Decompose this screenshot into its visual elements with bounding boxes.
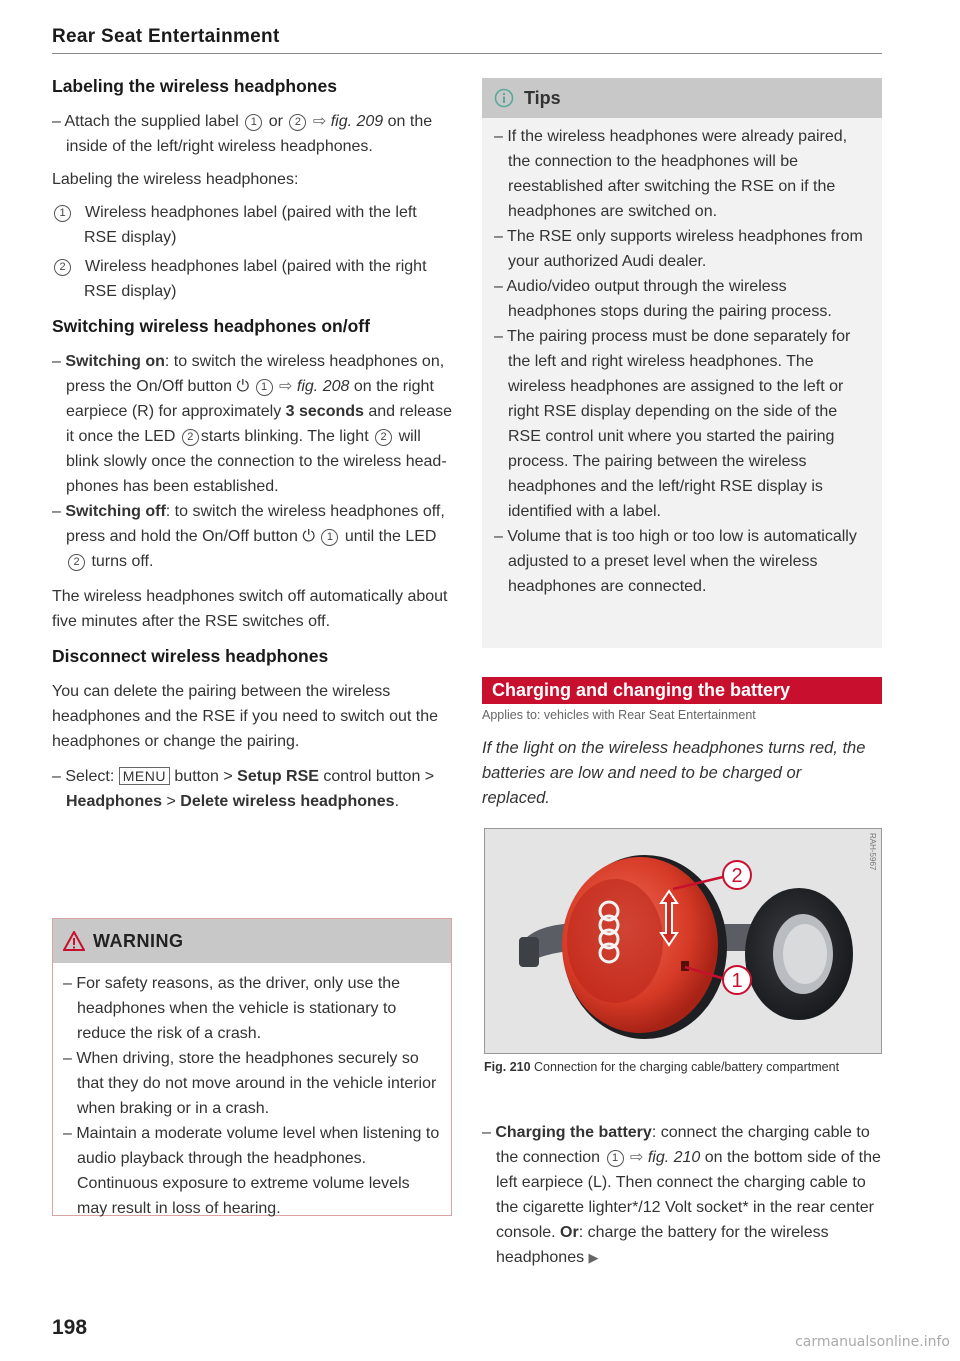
tips-header	[482, 78, 882, 118]
continue-arrow-icon: ▶	[588, 1250, 599, 1265]
arrow-icon: ⇨	[279, 378, 293, 395]
warning-item: – When driving, store the headphones securely so that they do not move around in the vehicle interior when braking or in a crash.	[63, 1050, 437, 1117]
header-title: Rear Seat Entertainment	[52, 26, 280, 47]
fig-reference[interactable]: fig. 210	[647, 1149, 701, 1166]
arrow-icon: ⇨	[312, 113, 327, 130]
header-rule	[52, 53, 882, 54]
figure-caption: Fig. 210 Connection for the charging cable/battery compartment	[484, 1060, 840, 1074]
fig-reference[interactable]: fig. 208	[296, 378, 350, 395]
auto-off-text: The wireless headphones switch off automatically about five minutes after the RSE switches off.	[52, 588, 448, 630]
watermark: carmanualsonline.info	[795, 1334, 950, 1350]
callout-1-marker	[723, 966, 751, 994]
callout-1-icon: 1	[54, 205, 71, 222]
arrow-icon: ⇨	[629, 1149, 644, 1166]
callout-2-icon: 2	[182, 429, 199, 446]
callout-1-icon: 1	[321, 529, 338, 546]
tips-title: Tips	[524, 87, 561, 108]
tip-item: – The RSE only supports wireless headphones from your authorized Audi dealer.	[494, 228, 863, 270]
label-item-1: 1 Wireless headphones label (paired with the left RSE display)	[52, 200, 452, 250]
callout-1-icon: 1	[607, 1150, 624, 1167]
warning-title: WARNING	[93, 930, 184, 951]
power-icon: ⏻	[302, 528, 315, 545]
disconnect-heading: Disconnect wireless headphones	[52, 646, 329, 666]
tip-item: – Volume that is too high or too low is automatically adjusted to a preset level when the wireless headphones are connected.	[494, 528, 857, 595]
warning-triangle-icon	[63, 931, 85, 951]
switching-heading: Switching wireless headphones on/off	[52, 316, 370, 336]
labeling-heading: Labeling the wireless headphones	[52, 76, 337, 96]
warning-box	[52, 918, 452, 1216]
section-title-bar	[482, 677, 882, 704]
menu-key: MENU	[119, 767, 170, 785]
callout-1-icon: 1	[256, 379, 273, 396]
applies-to: Applies to: vehicles with Rear Seat Entertainment	[482, 708, 756, 722]
labeling-step: – Attach the supplied label 1 or 2 ⇨ fig. 209 on the inside of the left/right wireless headphones.	[52, 113, 433, 155]
select-path: – Select: MENU button > Setup RSE control button > Headphones > Delete wireless headphones.	[52, 768, 435, 810]
page-header	[52, 26, 882, 48]
page-number: 198	[52, 1316, 88, 1339]
callout-1-icon: 1	[245, 114, 262, 131]
tip-item: – The pairing process must be done separately for the left and right wireless headphones. The wireless headphones are assigned to the left or right RSE display depending on the side of the RSE control unit where you started the pairing process. The pairing between the wireless headphones and the left/right RSE display is identified with a label.	[494, 328, 851, 520]
disconnect-text: You can delete the pairing between the wireless headphones and the RSE if you need to switch out the headphones or change the pairing.	[52, 683, 439, 750]
labeling-intro: Labeling the wireless headphones:	[52, 171, 299, 188]
warning-item: – For safety reasons, as the driver, only use the headphones when the vehicle is stationary to reduce the risk of a crash.	[63, 975, 401, 1042]
warning-item: – Maintain a moderate volume level when listening to audio playback through the headphones. Continuous exposure to extreme volume levels may result in loss of hearing.	[63, 1125, 440, 1217]
left-column	[52, 72, 452, 822]
callout-2-marker	[723, 861, 751, 889]
callout-1-label: 1	[731, 970, 743, 992]
power-icon: ⏻	[236, 378, 250, 395]
info-icon	[494, 88, 514, 108]
callout-2-icon: 2	[289, 114, 306, 131]
section-title: Charging and changing the battery	[492, 680, 791, 700]
fig-reference[interactable]: fig. 209	[330, 113, 384, 130]
intro-text: If the light on the wireless headphones turns red, the batteries are low and need to be charged or replaced.	[482, 739, 866, 807]
figure-code: RAH-5967	[868, 833, 877, 871]
callout-2-label: 2	[731, 865, 743, 887]
label-item-2: 2 Wireless headphones label (paired with the right RSE display)	[52, 254, 452, 304]
tips-box	[482, 78, 882, 648]
tip-item: – Audio/video output through the wireless headphones stops during the pairing process.	[494, 278, 832, 320]
headphones-illustration	[485, 829, 881, 1053]
callout-2-icon: 2	[68, 554, 85, 571]
charging-item: – Charging the battery: connect the charging cable to the connection 1 ⇨ fig. 210 on the bottom side of the left earpiece (L). Then connect the charging cable to the cigarette lighter*/12 Volt socket* in the rear center console. Or: charge the battery for the wireless headphones ▶	[482, 1124, 881, 1266]
figure-210	[484, 828, 882, 1054]
callout-2-icon: 2	[54, 259, 71, 276]
switching-on-item: – Switching on: to switch the wireless headphones on, press the On/Off button ⏻ 1 ⇨ fig. 208 on the right earpiece (R) for approximately 3 seconds and release it once the LED 2 starts blinking. The light 2 will blink slowly once the connection to the wireless headphones has been established.	[52, 353, 452, 495]
switching-off-item: – Switching off: to switch the wireless headphones off, press and hold the On/Off button ⏻ 1 until the LED 2 turns off.	[52, 503, 445, 570]
tip-item: – If the wireless headphones were already paired, the connection to the headphones will be reestablished after switching the RSE on if the headphones are switched on.	[494, 128, 848, 220]
warning-header	[53, 919, 451, 963]
callout-2-icon: 2	[375, 429, 392, 446]
